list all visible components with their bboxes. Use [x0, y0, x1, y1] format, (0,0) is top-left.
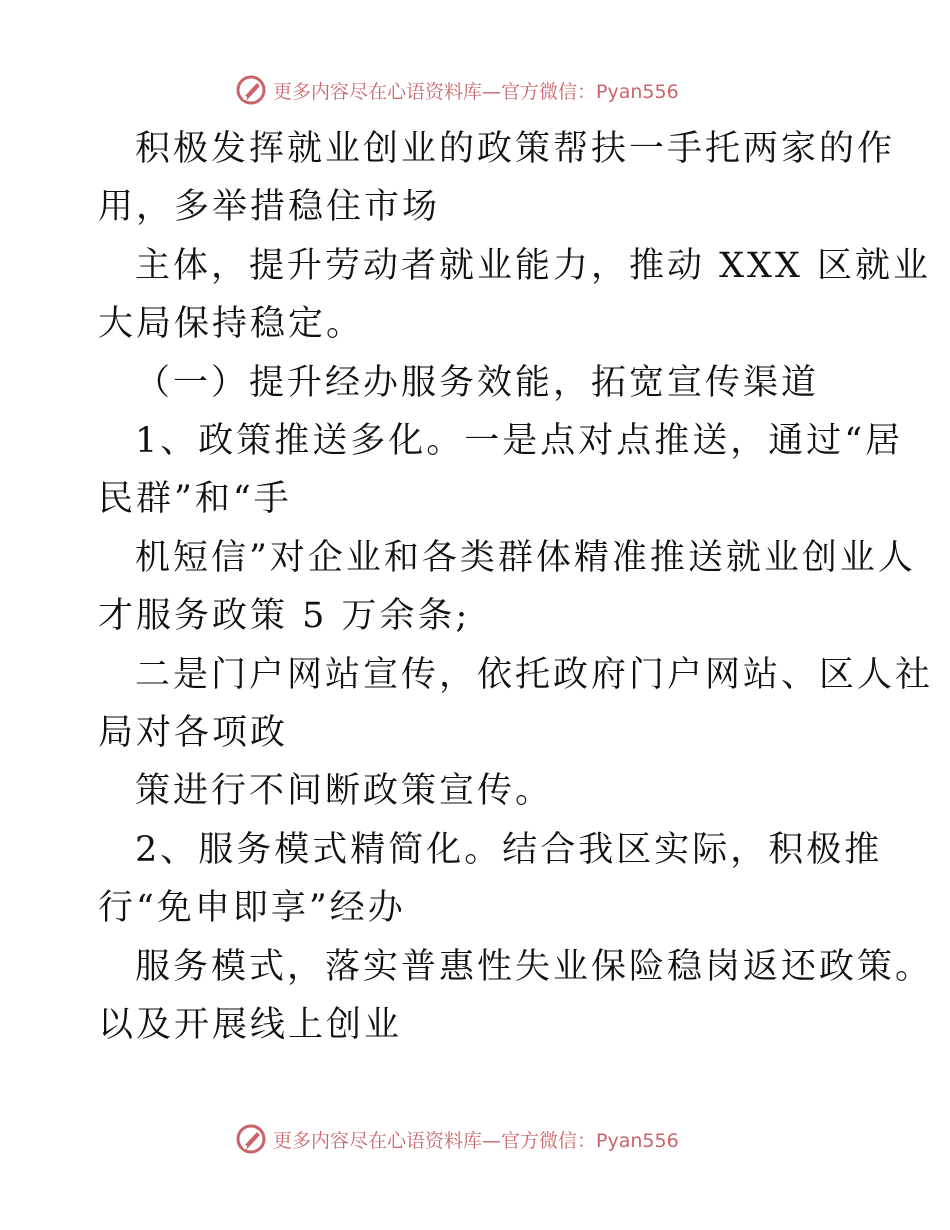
text-line: 用，多举措稳住市场	[98, 187, 441, 228]
text-line: 二是门户网站宣传，依托政府门户网站、区人社	[135, 654, 934, 695]
text-line: 主体，提升劳动者就业能力，推动 XXX 区就业	[135, 245, 932, 286]
text-line: 积极发挥就业创业的政策帮扶一手托两家的作	[135, 129, 896, 169]
text-line: 1、政策推送多化。一是点对点推送，通过“居	[135, 421, 904, 462]
text-line: 以及开展线上创业	[98, 1005, 403, 1046]
pen-logo-icon	[235, 74, 267, 106]
section-heading: （一）提升经办服务效能，拓宽宣传渠道	[135, 362, 820, 403]
watermark-text: 更多内容尽在心语资料库—官方微信：Pyan556	[273, 80, 679, 103]
header-watermark	[235, 74, 679, 106]
text-line: 才服务政策 5 万余条;	[98, 596, 471, 637]
text-line: 局对各项政	[98, 713, 289, 754]
document-body	[98, 120, 934, 1055]
pen-logo-icon	[235, 1123, 267, 1155]
text-line: 服务模式，落实普惠性失业保险稳岗返还政策。	[135, 946, 934, 987]
text-line: 2、服务模式精简化。结合我区实际，积极推	[135, 829, 883, 870]
footer-watermark	[235, 1123, 679, 1155]
watermark-text: 更多内容尽在心语资料库—官方微信：Pyan556	[273, 1129, 679, 1152]
text-line: 民群”和“手	[98, 479, 292, 520]
text-line: 策进行不间断政策宣传。	[135, 771, 554, 812]
text-line: 机短信”对企业和各类群体精准推送就业创业人	[135, 537, 916, 578]
text-line: 大局保持稳定。	[98, 304, 365, 345]
text-line: 行“免申即享”经办	[98, 888, 406, 929]
